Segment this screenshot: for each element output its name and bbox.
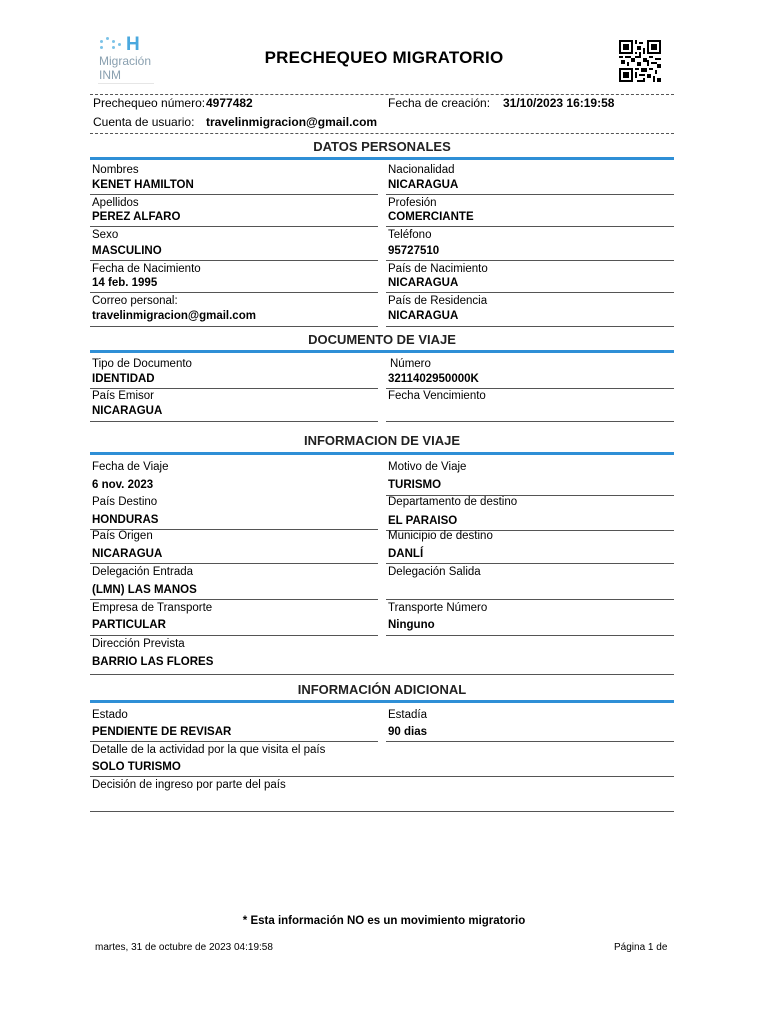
field-label-decision: Decisión de ingreso por parte del país	[92, 779, 286, 791]
field-label-delegacion-salida: Delegación Salida	[388, 566, 481, 578]
field-value-direccion: BARRIO LAS FLORES	[92, 656, 214, 668]
section-rule	[90, 350, 674, 353]
print-timestamp: martes, 31 de octubre de 2023 04:19:58	[95, 942, 273, 953]
field-value-apellidos: PEREZ ALFARO	[92, 211, 181, 223]
field-label-municipio: Municipio de destino	[388, 530, 493, 542]
field-value-fecha-viaje: 6 nov. 2023	[92, 479, 154, 491]
field-value-delegacion-entrada: (LMN) LAS MANOS	[92, 584, 197, 596]
logo-mark: H	[126, 34, 140, 55]
field-label-sexo: Sexo	[92, 229, 119, 241]
field-value-tipo-documento: IDENTIDAD	[92, 373, 155, 385]
field-value-departamento: EL PARAISO	[388, 515, 458, 527]
field-label-correo: Correo personal:	[92, 295, 178, 307]
field-label-pais-destino: País Destino	[92, 496, 158, 508]
field-label-empresa-transporte: Empresa de Transporte	[92, 602, 213, 614]
field-label-departamento: Departamento de destino	[388, 496, 518, 508]
qr-code-icon	[619, 40, 661, 82]
field-label-estado: Estado	[92, 709, 128, 721]
page-title: PRECHEQUEO MIGRATORIO	[264, 48, 504, 67]
field-label-pais-nacimiento: País de Nacimiento	[388, 263, 488, 275]
field-value-nacionalidad: NICARAGUA	[388, 179, 459, 191]
field-value-empresa-transporte: PARTICULAR	[92, 619, 166, 631]
section-title-document: DOCUMENTO DE VIAJE	[308, 332, 456, 347]
field-value-pais-destino: HONDURAS	[92, 514, 159, 526]
field-value-estadia: 90 dias	[388, 726, 427, 738]
field-label-tipo-documento: Tipo de Documento	[92, 358, 192, 370]
section-rule	[90, 157, 674, 160]
field-label-pais-origen: País Origen	[92, 530, 153, 542]
field-value-pais-emisor: NICARAGUA	[92, 405, 163, 417]
field-label-direccion: Dirección Prevista	[92, 638, 185, 650]
precheck-number-value: 4977482	[206, 96, 253, 110]
field-value-pais-origen: NICARAGUA	[92, 548, 163, 560]
section-title-extra: INFORMACIÓN ADICIONAL	[297, 682, 467, 697]
field-value-numero: 3211402950000K	[388, 373, 479, 385]
field-label-nombres: Nombres	[92, 164, 139, 176]
user-account-value: travelinmigracion@gmail.com	[206, 115, 378, 129]
field-label-estadia: Estadía	[388, 709, 427, 721]
field-value-estado: PENDIENTE DE REVISAR	[92, 726, 232, 738]
field-label-delegacion-entrada: Delegación Entrada	[92, 566, 194, 578]
field-value-motivo: TURISMO	[388, 479, 442, 491]
page-number: Página 1 de	[614, 942, 668, 953]
logo-text-line2: INM	[99, 68, 121, 82]
field-label-profesion: Profesión	[388, 197, 437, 209]
field-value-profesion: COMERCIANTE	[388, 211, 474, 223]
dashed-divider	[90, 94, 674, 95]
creation-date-label: Fecha de creación:	[388, 96, 491, 110]
logo-text-line1: Migración	[99, 54, 152, 68]
dashed-divider	[90, 133, 674, 134]
field-value-sexo: MASCULINO	[92, 245, 162, 257]
field-label-fecha-viaje: Fecha de Viaje	[92, 461, 169, 473]
field-value-correo: travelinmigracion@gmail.com	[92, 310, 256, 322]
field-value-municipio: DANLÍ	[388, 548, 424, 560]
field-label-detalle: Detalle de la actividad por la que visita el país	[92, 744, 326, 756]
field-label-telefono: Teléfono	[388, 229, 432, 241]
precheck-number-label: Prechequeo número:	[93, 96, 206, 110]
field-value-detalle: SOLO TURISMO	[92, 761, 181, 773]
section-title-personal: DATOS PERSONALES	[313, 139, 451, 154]
field-label-apellidos: Apellidos	[92, 197, 139, 209]
field-label-nacionalidad: Nacionalidad	[388, 164, 455, 176]
section-rule	[90, 452, 674, 455]
section-title-trip: INFORMACION DE VIAJE	[303, 433, 460, 448]
field-value-pais-nacimiento: NICARAGUA	[388, 277, 459, 289]
field-label-motivo: Motivo de Viaje	[388, 461, 467, 473]
field-label-transporte-numero: Transporte Número	[388, 602, 488, 614]
field-value-nombres: KENET HAMILTON	[92, 179, 194, 191]
field-label-numero: Número	[390, 358, 431, 370]
disclaimer-note: * Esta información NO es un movimiento migratorio	[242, 915, 526, 927]
field-value-telefono: 95727510	[388, 245, 440, 257]
field-value-transporte-numero: Ninguno	[388, 619, 435, 631]
field-label-vencimiento: Fecha Vencimiento	[388, 390, 486, 402]
field-label-pais-residencia: País de Residencia	[388, 295, 488, 307]
field-label-nacimiento: Fecha de Nacimiento	[92, 263, 201, 275]
field-value-pais-residencia: NICARAGUA	[388, 310, 459, 322]
field-label-pais-emisor: País Emisor	[92, 390, 154, 402]
field-value-nacimiento: 14 feb. 1995	[92, 277, 158, 289]
section-rule	[90, 700, 674, 703]
creation-date-value: 31/10/2023 16:19:58	[503, 96, 615, 110]
user-account-label: Cuenta de usuario:	[93, 115, 195, 129]
